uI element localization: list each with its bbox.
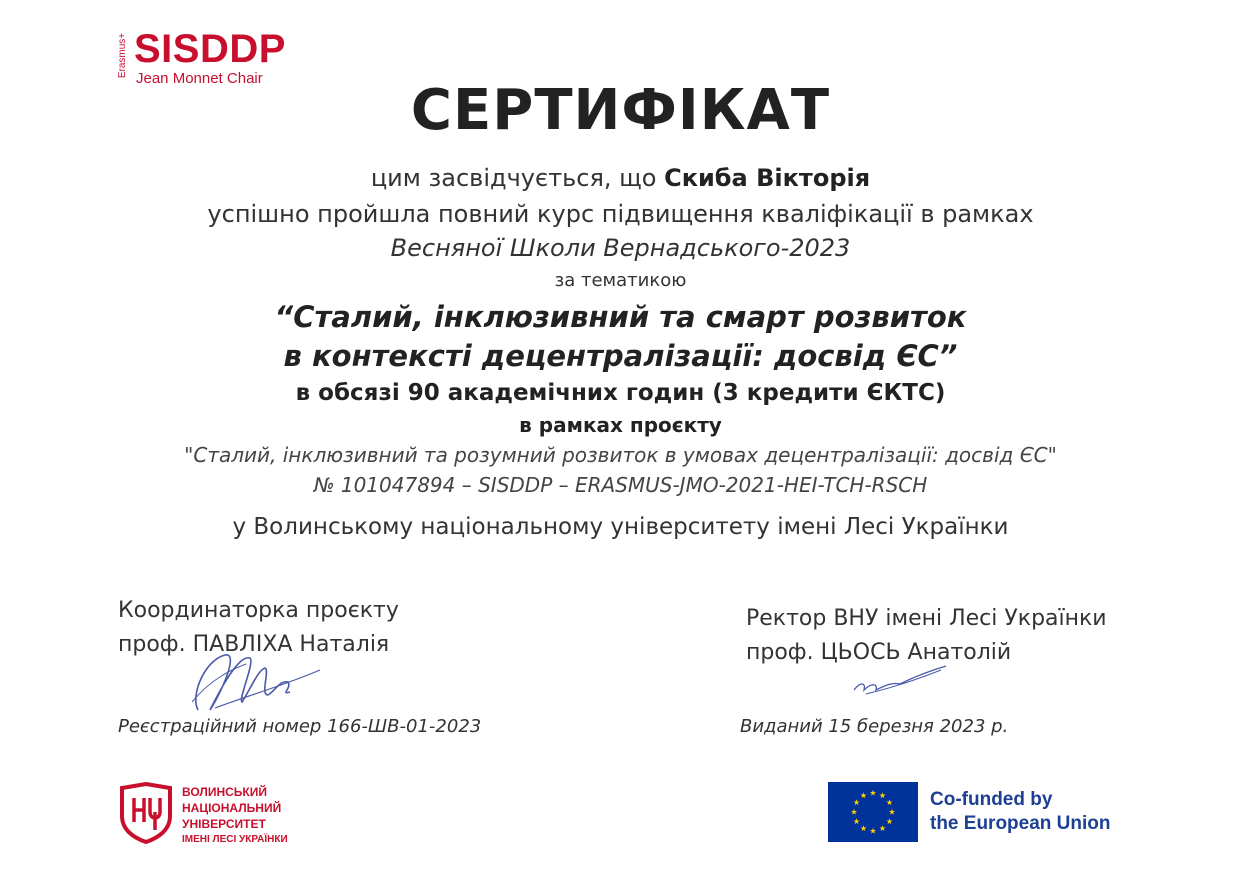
recipient-name: Скиба Вікторія: [664, 164, 871, 192]
eu-cofunded-logo: [828, 782, 1128, 844]
erasmus-plus-label: Erasmus+: [117, 32, 129, 79]
left-signatory-role: Координаторка проєкту: [118, 598, 399, 623]
school-name: Весняної Школи Вернадського-2023: [390, 234, 851, 262]
project-number: № 101047894 – SISDDP – ERASMUS-JMO-2021-HEI-TCH-RSCH: [313, 473, 928, 497]
vnu-logo-text: ВОЛИНСЬКИЙ НАЦІОНАЛЬНИЙ УНІВЕРСИТЕТ ІМЕНІ ЛЕСІ УКРАЇНКИ: [182, 785, 288, 845]
registration-number: Реєстраційний номер 166-ШВ-01-2023: [118, 716, 482, 737]
certificate-title: СЕРТИФІКАТ: [410, 78, 831, 143]
left-handwritten-signature: [180, 640, 330, 720]
topic-intro: за тематикою: [554, 270, 687, 291]
eu-flag-icon: [828, 782, 918, 842]
certification-intro: цим засвідчується, що: [370, 164, 665, 192]
eu-cofunded-text: Co-funded by the European Union: [930, 789, 1111, 834]
right-signatory-name: проф. ЦЬОСЬ Анатолій: [746, 640, 1012, 665]
sisddp-logo-text: SISDDP: [134, 27, 286, 71]
course-volume: в обсязі 90 академічних годин (3 кредити ЄКТС): [295, 380, 946, 406]
topic-line-1: “Сталий, інклюзивний та смарт розвиток: [274, 300, 967, 334]
right-signatory-role: Ректор ВНУ імені Лесі Українки: [746, 606, 1107, 631]
left-signatory-name: проф. ПАВЛІХА Наталія: [118, 632, 390, 657]
project-name: "Сталий, інклюзивний та розумний розвиток в умовах децентралізації: досвід ЄС": [184, 443, 1057, 467]
vnu-logo: [118, 782, 318, 846]
project-intro: в рамках проєкту: [519, 413, 722, 437]
issue-date: Виданий 15 березня 2023 р.: [740, 716, 1009, 737]
completion-statement: успішно пройшла повний курс підвищення кваліфікації в рамках: [207, 200, 1034, 228]
vnu-crest-icon: [118, 782, 174, 844]
jean-monnet-chair-label: Jean Monnet Chair: [136, 70, 263, 87]
university-line: у Волинському національному університету імені Лесі Українки: [232, 514, 1009, 540]
certification-line: [0, 164, 1241, 192]
right-handwritten-signature: [846, 660, 956, 700]
topic-line-2: в контексті децентралізації: досвід ЄС”: [283, 339, 958, 373]
